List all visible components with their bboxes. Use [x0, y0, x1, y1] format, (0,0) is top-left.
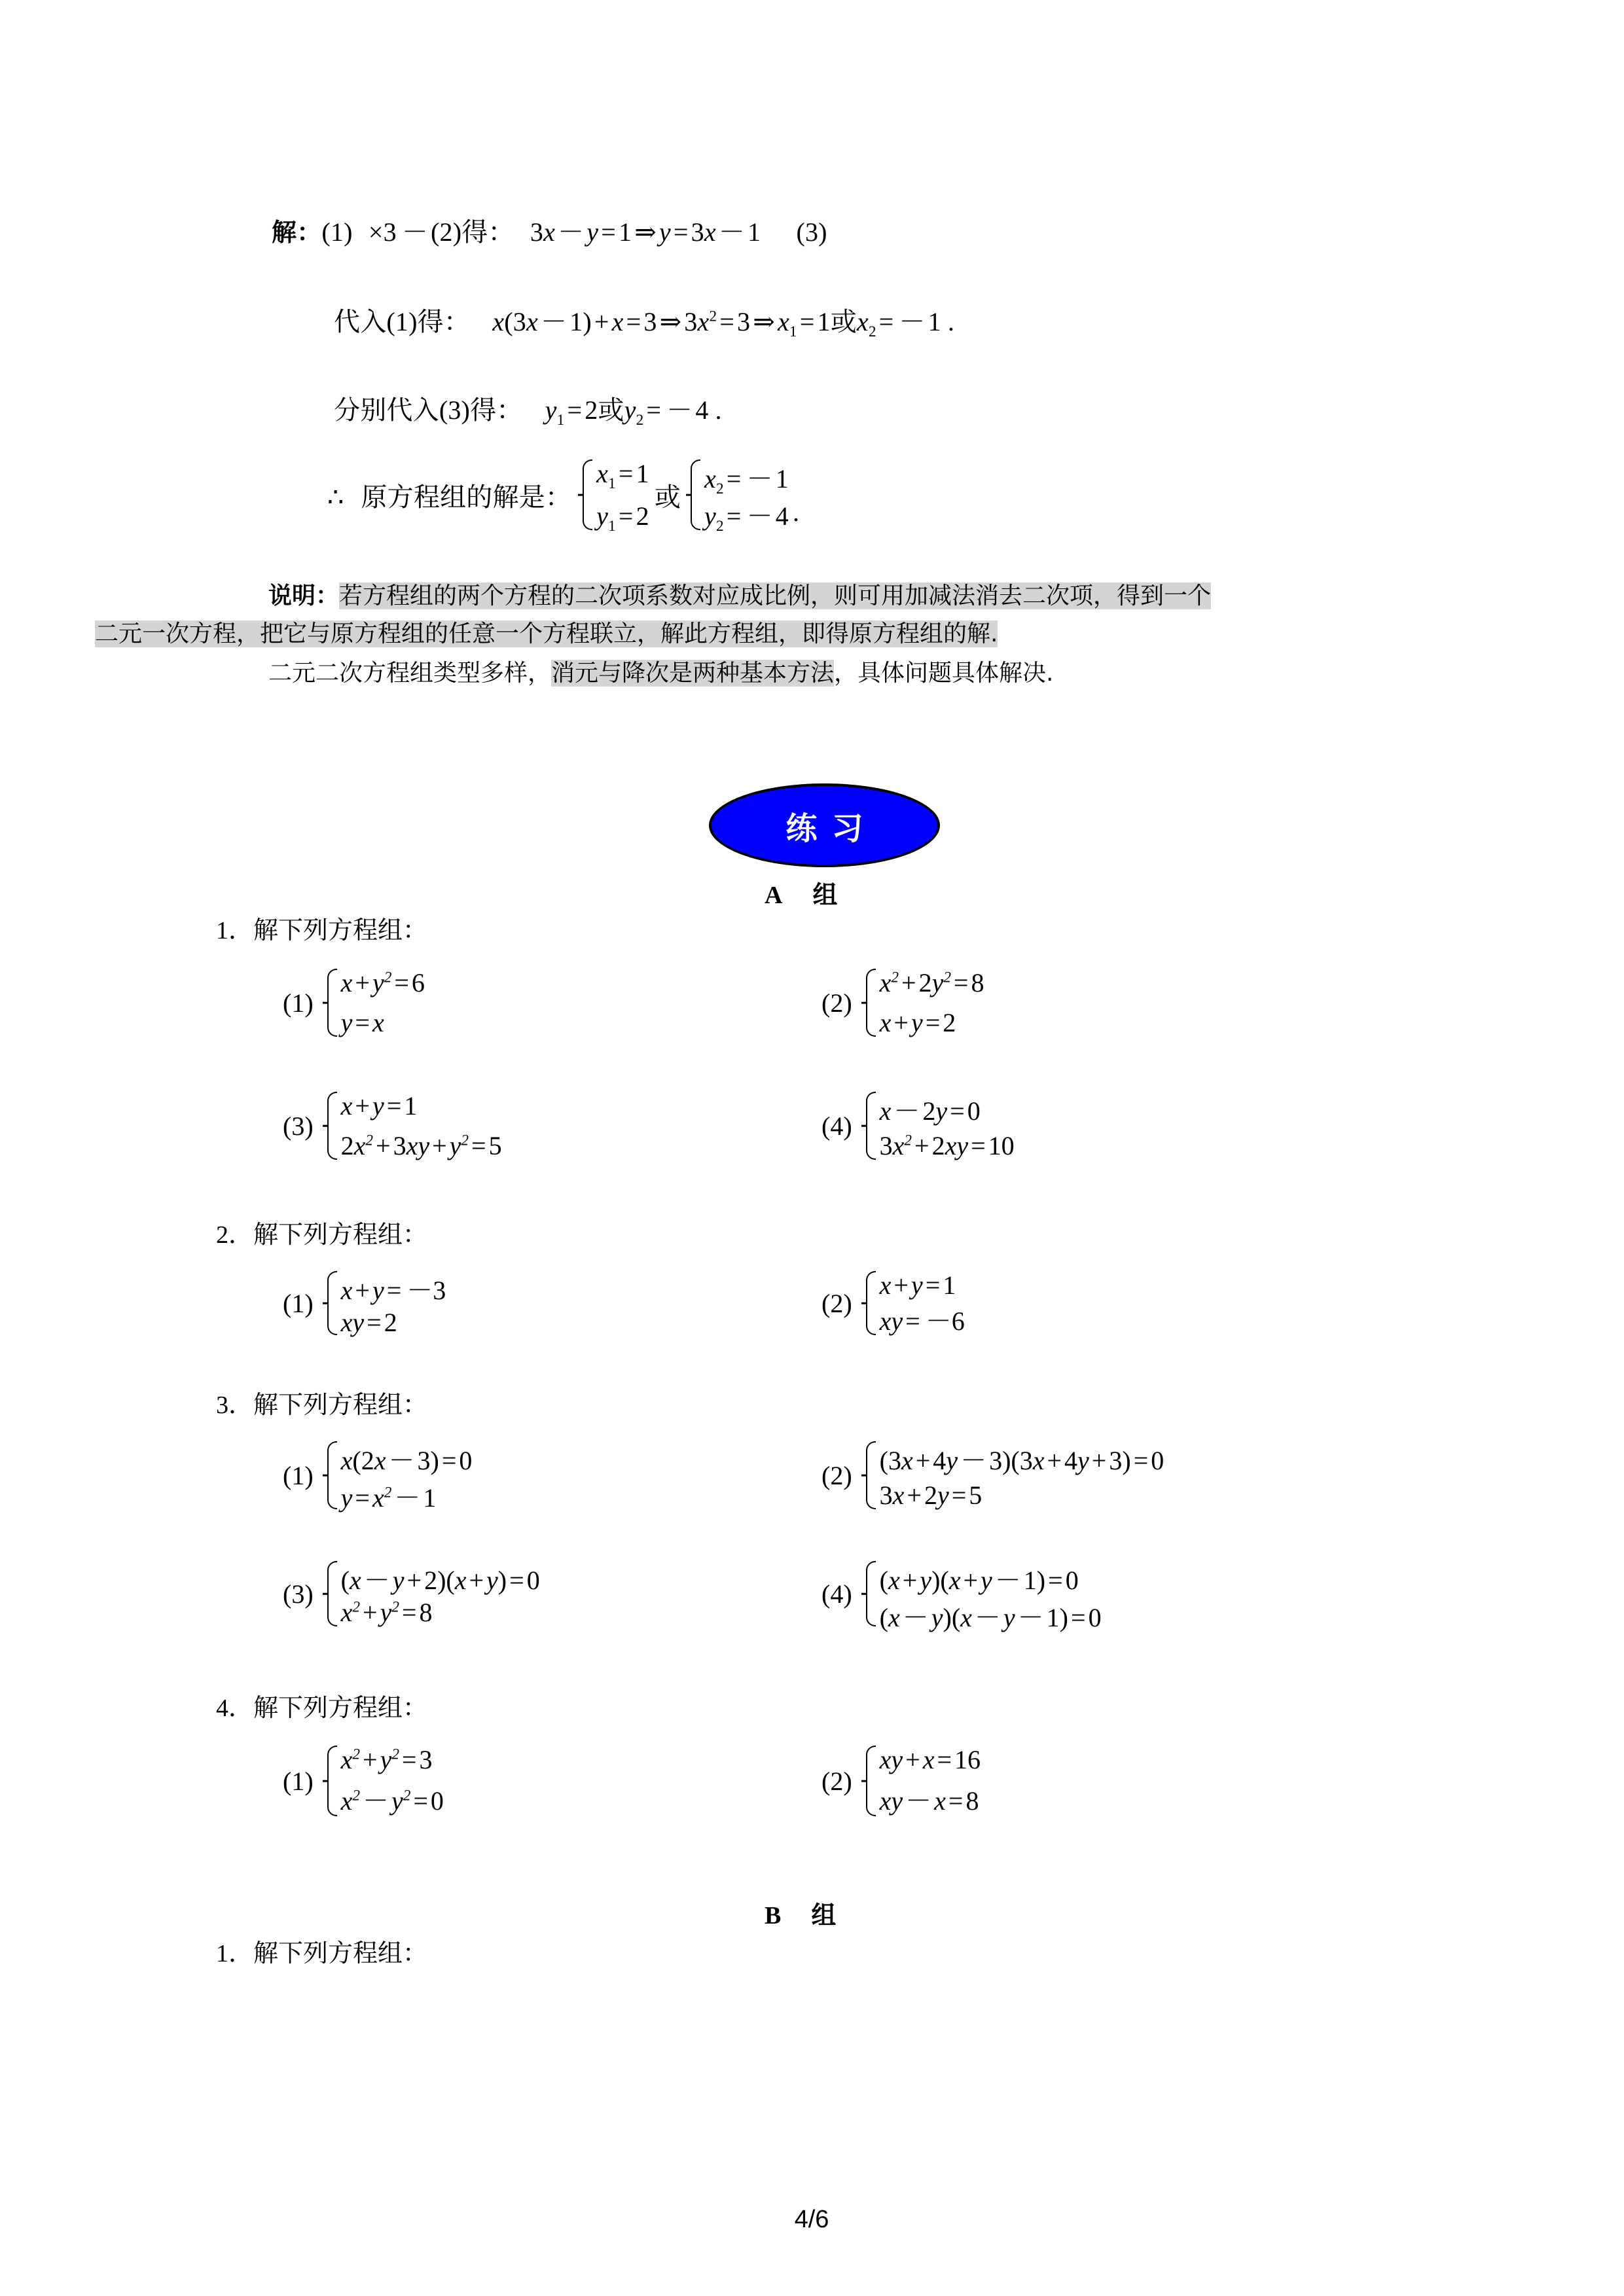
item-a3-4: (4) (x + y)(x + y － 1) = 0 (x － y)(x － y － 1) = 0: [821, 1560, 1102, 1628]
left-brace-icon: [323, 967, 337, 1038]
group-b-letter: B: [765, 1902, 782, 1929]
problem-b1-number: 1．: [216, 1940, 254, 1967]
note-line-2: [95, 615, 998, 653]
problem-a3-prompt: [216, 1384, 427, 1420]
problem-a2-text: 解下列方程组：: [253, 1220, 428, 1249]
practice-badge: [709, 783, 940, 867]
left-brace-icon: [861, 1560, 876, 1628]
note-line3-post: ，具体问题具体解决.: [834, 660, 1054, 687]
left-brace-icon: [323, 1440, 337, 1511]
note-label: 说明：: [268, 583, 340, 609]
left-brace-icon: [861, 967, 876, 1038]
item-label: (1): [283, 1460, 314, 1490]
solution-line-1: 解：(1) ×3 － (2)得： 3x － y = 1 ⇒ y = 3x － 1 (3): [272, 217, 827, 247]
group-a-cn: 组: [812, 880, 838, 909]
item-a1-2: (2) $x^2 + 2y^2 = 8$ x + y = 2: [821, 968, 984, 1037]
left-brace-icon: [686, 458, 700, 531]
item-a3-3: (3) (x － y + 2)(x + y) = 0 $x^2 + y^2 = 8$: [283, 1560, 540, 1628]
problem-b1-prompt: [216, 1933, 427, 1969]
problem-b1-text: 解下列方程组：: [253, 1939, 428, 1967]
item-label: (1): [283, 1288, 314, 1318]
problem-a1-number: 1．: [216, 917, 254, 944]
note-line3-pre: 二元二次方程组类型多样，: [268, 660, 552, 687]
problem-a4-prompt: [216, 1687, 427, 1723]
left-brace-icon: [861, 1270, 876, 1336]
item-a1-3: (3) x + y = 1 $2x^2 + 3xy + y^2 = 5$: [283, 1091, 502, 1160]
left-brace-icon: [861, 1744, 876, 1818]
item-a1-1: (1) $x + y^2 = 6$ y = x: [283, 968, 425, 1037]
item-label: (4): [821, 1111, 852, 1141]
item-a3-1: (1) x(2x － 3) = 0 $y = x^2 - 1$: [283, 1440, 472, 1511]
left-brace-icon: [323, 1560, 337, 1628]
note-highlight-3: 消元与降次是两种基本方法: [551, 660, 835, 687]
problem-a3-number: 3．: [216, 1391, 254, 1419]
problem-a1-prompt: [216, 910, 427, 946]
problem-a2-number: 2．: [216, 1221, 254, 1249]
problem-a3-text: 解下列方程组：: [253, 1390, 428, 1419]
item-label: (2): [821, 1288, 852, 1318]
item-label: (3): [283, 1579, 314, 1609]
solution-line-4: ∴ 原方程组的解是： $x_1 = 1$ $y_1 = 2$ 或 $x_2$ = － 1 $y_2$ = － 4 .: [327, 459, 800, 535]
item-a3-2: (2) (3x + 4y － 3)(3x + 4y + 3) = 0 3x + 2y = 5: [821, 1440, 1164, 1511]
item-label: (1): [283, 988, 314, 1018]
note-highlight-2: 二元一次方程，把它与原方程组的任意一个方程联立，解此方程组，即得原方程组的解.: [95, 620, 998, 647]
item-label: (3): [283, 1111, 314, 1141]
solution-label: 解：: [272, 218, 322, 247]
left-brace-icon: [578, 458, 592, 531]
left-brace-icon: [323, 1744, 337, 1818]
practice-badge-label: 练习: [785, 810, 878, 847]
solution-line-2: 代入(1)得： x(3x － 1) + x = 3 ⇒ $3x^2 = 3$ ⇒ $x_1 = 1$或$x_2$ = － 1 .: [334, 307, 955, 340]
item-a4-2: (2) xy + x = 16 xy － x = 8: [821, 1744, 981, 1818]
solution-line-3: 分别代入(3)得： $y_1 = 2$或$y_2$ = － 4 .: [334, 395, 722, 429]
item-a4-1: (1) $x^2 + y^2 = 3$ $x^2 - y^2 = 0$: [283, 1744, 444, 1818]
problem-a1-text: 解下列方程组：: [253, 916, 428, 944]
item-a1-4: (4) x － 2y = 0 $3x^2 + 2xy = 10$: [821, 1090, 1015, 1161]
item-a2-1: (1) x + y = －3 xy = 2: [283, 1270, 446, 1336]
left-brace-icon: [323, 1270, 337, 1336]
group-a-heading: [765, 874, 837, 910]
item-label: (2): [821, 988, 852, 1018]
item-label: (1): [283, 1766, 314, 1796]
note-line-3: [268, 655, 1053, 692]
item-label: (2): [821, 1766, 852, 1796]
item-label: (4): [821, 1579, 852, 1609]
group-b-cn: 组: [811, 1901, 837, 1929]
page-footer: 4/6: [794, 2206, 829, 2233]
problem-a4-text: 解下列方程组：: [253, 1693, 428, 1722]
solution-connector: 或: [654, 482, 681, 512]
group-b-heading: [765, 1895, 836, 1931]
left-brace-icon: [323, 1090, 337, 1161]
note-highlight-1: 若方程组的两个方程的二次项系数对应成比例，则可用加减法消去二次项，得到一个: [339, 583, 1212, 609]
note-line-1: [268, 577, 1211, 615]
problem-a2-prompt: [216, 1214, 427, 1250]
item-label: (2): [821, 1460, 852, 1490]
item-a2-2: (2) x + y = 1 xy = －6: [821, 1270, 965, 1336]
left-brace-icon: [861, 1440, 876, 1511]
problem-a4-number: 4．: [216, 1695, 254, 1722]
group-a-letter: A: [765, 882, 783, 909]
left-brace-icon: [861, 1090, 876, 1161]
